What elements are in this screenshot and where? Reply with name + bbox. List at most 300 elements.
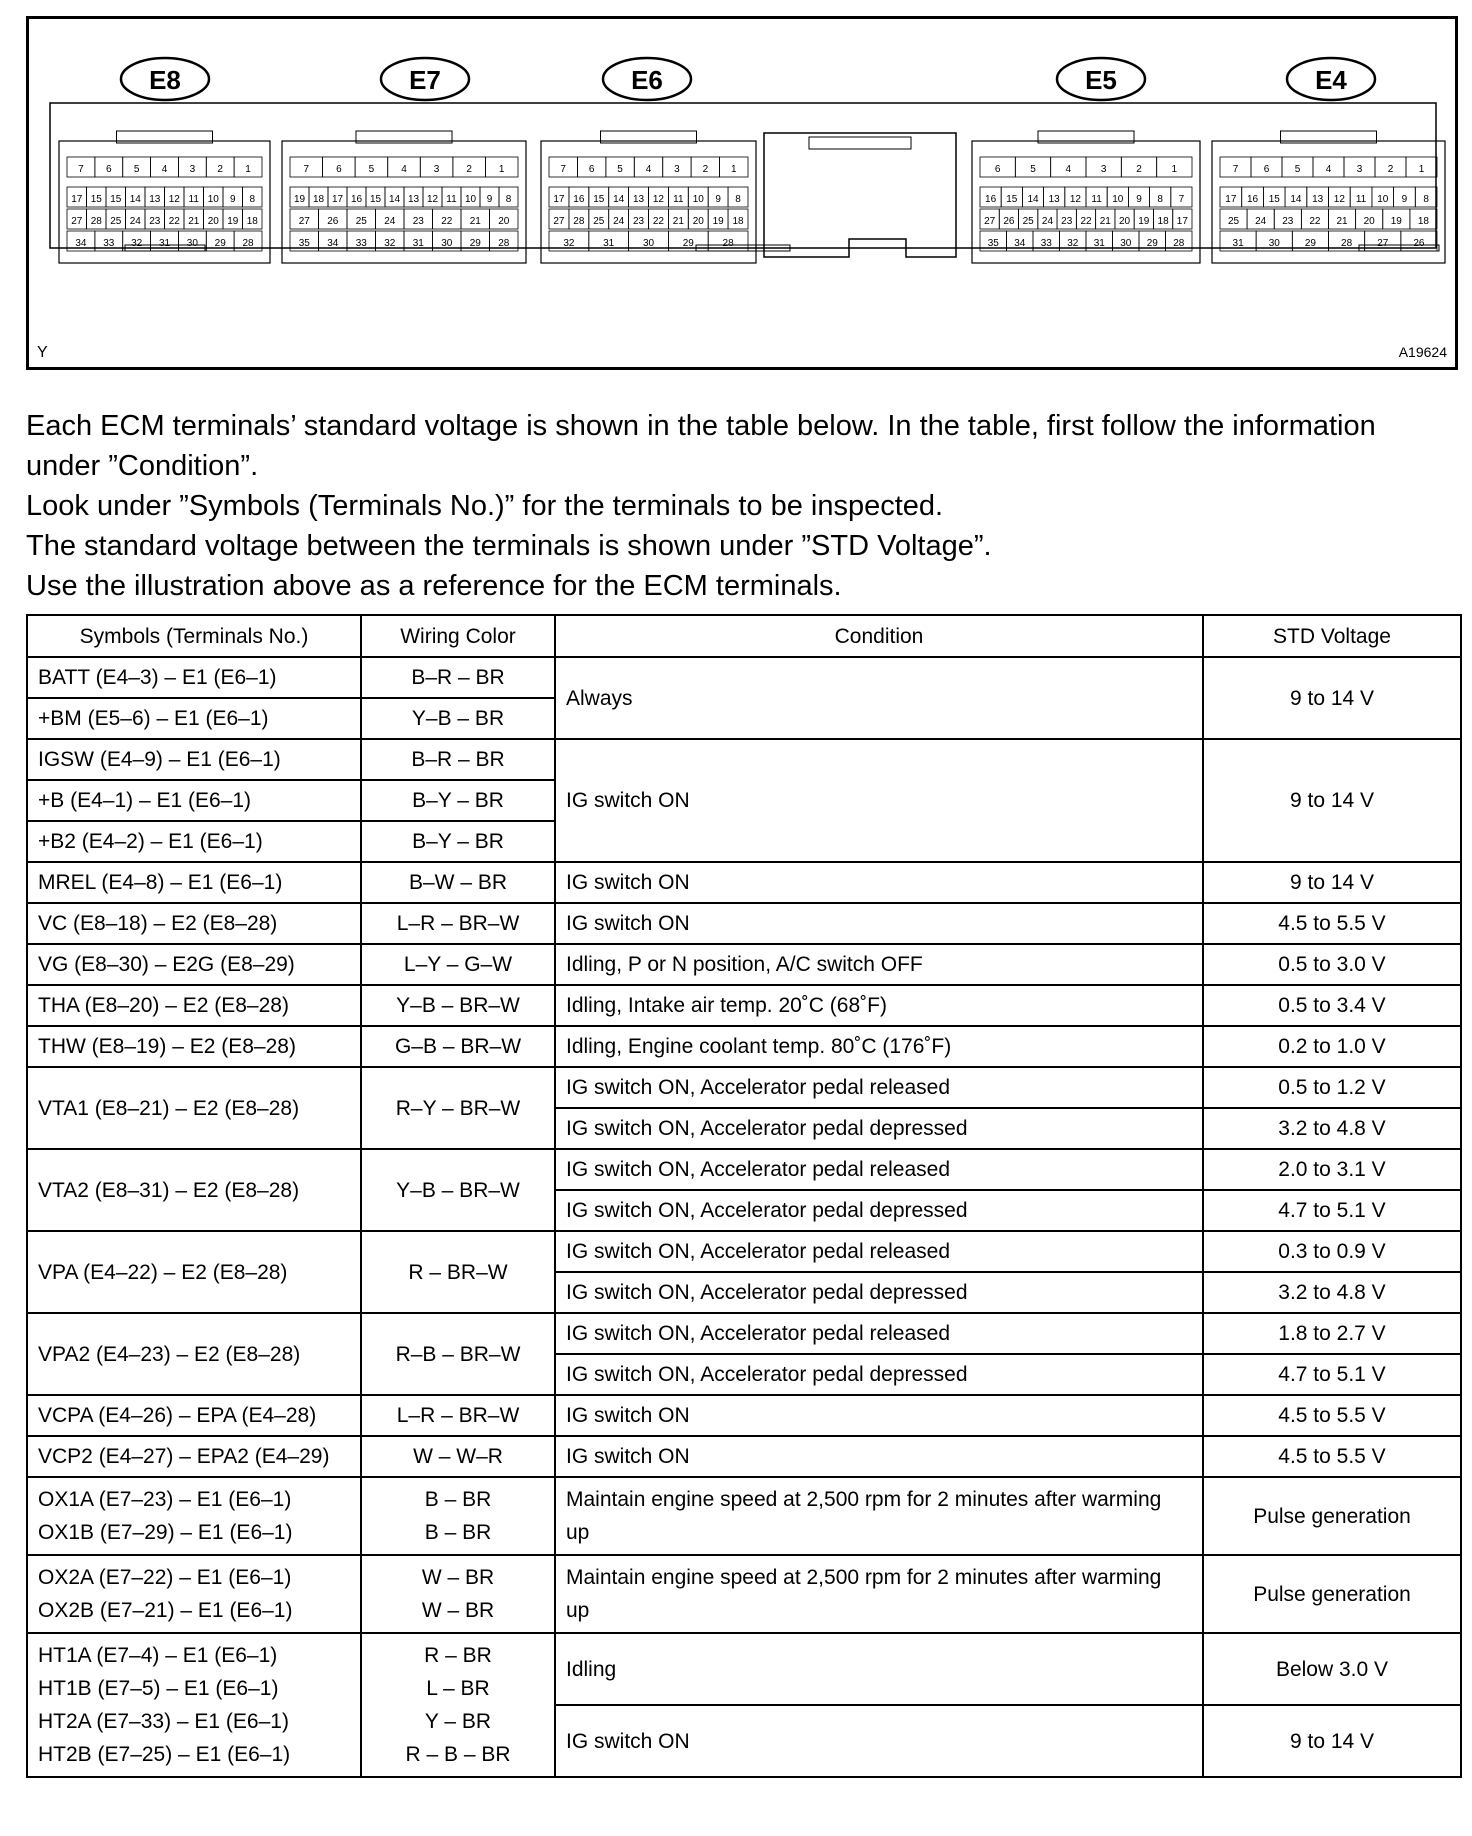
intro-line: Each ECM terminals’ standard voltage is shown in the table below. In the table, first follow the information [26, 410, 1376, 442]
cell-condition: IG switch ON, Accelerator pedal depressed [555, 1108, 1203, 1149]
pin-number: 3 [1100, 164, 1107, 175]
pin-number: 33 [355, 238, 367, 249]
cell-wiring: B–Y – BR [361, 821, 555, 862]
pin-number: 15 [369, 194, 382, 205]
cell-symbol: VPA2 (E4–23) – E2 (E8–28) [27, 1313, 361, 1395]
pin-number: 6 [106, 164, 112, 175]
cell-condition: IG switch ON, Accelerator pedal depressed [555, 1190, 1203, 1231]
pin-number: 35 [298, 238, 310, 249]
cell-condition: IG switch ON [555, 1395, 1203, 1436]
pin-number: 6 [994, 164, 1001, 175]
pin-number: 20 [1363, 216, 1375, 227]
pin-number: 12 [426, 194, 439, 205]
cell-voltage: 0.2 to 1.0 V [1203, 1026, 1461, 1067]
pin-number: 1 [1418, 164, 1425, 175]
table-row [27, 985, 1461, 1026]
pin-number: 16 [573, 194, 585, 205]
pin-number: 30 [186, 238, 198, 249]
table-row [27, 1149, 1461, 1190]
pin-number: 23 [1061, 216, 1073, 227]
pin-number: 8 [505, 194, 512, 205]
cell-voltage: 3.2 to 4.8 V [1203, 1108, 1461, 1149]
cell-wiring: Y–B – BR [361, 698, 555, 739]
pin-number: 14 [388, 194, 401, 205]
pin-number: 27 [71, 216, 83, 227]
cell-condition: IG switch ON [555, 1436, 1203, 1477]
cell-condition: Always [555, 657, 1203, 739]
pin-number: 4 [1325, 164, 1332, 175]
cell-condition: IG switch ON [555, 1705, 1203, 1777]
pin-number: 19 [1390, 216, 1402, 227]
intro-line: Look under ”Symbols (Terminals No.)” for the terminals to be inspected. [26, 490, 944, 522]
pin-number: 12 [1333, 194, 1345, 205]
pin-number: 8 [249, 194, 256, 205]
symbol-line: OX2B (E7–21) – E1 (E6–1) [38, 1599, 293, 1622]
cell-condition [555, 1555, 1203, 1633]
pin-number: 5 [1030, 164, 1036, 175]
cell-wiring [361, 1477, 555, 1555]
wiring-line: B – BR [424, 1488, 492, 1511]
pin-number: 1 [245, 164, 251, 175]
table-header-row [27, 615, 1461, 657]
pin-number: 32 [563, 238, 575, 249]
symbol-line: HT1A (E7–4) – E1 (E6–1) [38, 1644, 278, 1667]
symbol-line: HT2B (E7–25) – E1 (E6–1) [38, 1743, 291, 1766]
condition-line: Maintain engine speed at 2,500 rpm for 2 minutes after warming [566, 1488, 1162, 1511]
connector-label: E8 [149, 65, 181, 95]
cell-symbol: IGSW (E4–9) – E1 (E6–1) [27, 739, 361, 780]
pin-number: 28 [722, 238, 734, 249]
symbol-line: HT2A (E7–33) – E1 (E6–1) [38, 1710, 289, 1733]
pin-number: 5 [617, 164, 623, 175]
connector-label: E4 [1315, 65, 1347, 95]
cell-wiring: W – W–R [361, 1436, 555, 1477]
table-row [27, 1231, 1461, 1272]
pin-number: 22 [1080, 216, 1092, 227]
pin-number: 24 [129, 216, 141, 227]
pin-number: 1 [1171, 164, 1178, 175]
pin-number: 14 [129, 194, 141, 205]
cell-symbol: MREL (E4–8) – E1 (E6–1) [27, 862, 361, 903]
cell-wiring: R–Y – BR–W [361, 1067, 555, 1149]
pin-number: 28 [573, 216, 585, 227]
pin-number: 9 [1136, 194, 1142, 205]
pin-number: 17 [553, 194, 565, 205]
cell-voltage: 9 to 14 V [1203, 739, 1461, 862]
pin-number: 7 [1232, 164, 1239, 175]
pin-number: 13 [632, 194, 645, 205]
wiring-line: R – B – BR [405, 1743, 511, 1766]
table-row [27, 1067, 1461, 1108]
center-socket-latch [809, 137, 911, 149]
cell-wiring: B–Y – BR [361, 780, 555, 821]
pin-number: 15 [1006, 194, 1018, 205]
pin-number: 3 [1356, 164, 1363, 175]
pin-number: 24 [1255, 216, 1267, 227]
table-row [27, 1477, 1461, 1555]
cell-wiring: R – BR–W [361, 1231, 555, 1313]
pin-number: 5 [368, 164, 375, 175]
pin-number: 34 [1014, 238, 1026, 249]
condition-line: up [566, 1599, 590, 1622]
pin-number: 10 [207, 194, 219, 205]
pin-number: 10 [692, 194, 704, 205]
pin-number: 11 [1091, 194, 1102, 205]
pin-number: 31 [158, 238, 171, 249]
cell-wiring: B–R – BR [361, 739, 555, 780]
cell-voltage: Pulse generation [1203, 1477, 1461, 1555]
pin-number: 8 [1157, 194, 1163, 205]
cell-wiring [361, 1633, 555, 1777]
pin-number: 25 [1228, 216, 1240, 227]
intro-text [26, 406, 1466, 606]
pin-number: 35 [987, 238, 999, 249]
cell-wiring: Y–B – BR–W [361, 1149, 555, 1231]
cell-wiring: Y–B – BR–W [361, 985, 555, 1026]
cell-voltage: 0.3 to 0.9 V [1203, 1231, 1461, 1272]
pin-number: 27 [1377, 238, 1389, 249]
pin-number: 9 [1401, 194, 1408, 205]
cell-condition: IG switch ON [555, 739, 1203, 862]
symbol-line: OX1B (E7–29) – E1 (E6–1) [38, 1521, 293, 1544]
pin-number: 31 [1093, 238, 1105, 249]
cell-symbol: VCPA (E4–26) – EPA (E4–28) [27, 1395, 361, 1436]
cell-condition: Idling [555, 1633, 1203, 1705]
pin-number: 26 [1003, 216, 1015, 227]
cell-symbol: +B2 (E4–2) – E1 (E6–1) [27, 821, 361, 862]
cell-symbol: VPA (E4–22) – E2 (E8–28) [27, 1231, 361, 1313]
voltage-spec-table [26, 614, 1462, 1778]
connector-label: E5 [1085, 65, 1117, 95]
header-voltage: STD Voltage [1203, 615, 1461, 657]
cell-voltage: 0.5 to 3.0 V [1203, 944, 1461, 985]
pin-number: 2 [1136, 164, 1142, 175]
cell-condition: IG switch ON, Accelerator pedal depressed [555, 1272, 1203, 1313]
wiring-line: B – BR [424, 1521, 492, 1544]
wiring-line: W – BR [421, 1599, 495, 1622]
cell-wiring: L–Y – G–W [361, 944, 555, 985]
pin-number: 4 [161, 164, 168, 175]
table-row [27, 1436, 1461, 1477]
cell-voltage: Pulse generation [1203, 1555, 1461, 1633]
pin-number: 28 [90, 216, 102, 227]
cell-voltage: 9 to 14 V [1203, 862, 1461, 903]
pin-number: 19 [712, 216, 724, 227]
pin-number: 28 [1173, 238, 1185, 249]
pin-number: 29 [1146, 238, 1158, 249]
pin-number: 27 [984, 216, 996, 227]
pin-number: 2 [466, 164, 472, 175]
pin-number: 29 [682, 238, 694, 249]
pin-number: 33 [1040, 238, 1052, 249]
cell-symbol: VTA2 (E8–31) – E2 (E8–28) [27, 1149, 361, 1231]
pin-number: 34 [327, 238, 339, 249]
pin-number: 21 [469, 216, 481, 227]
pin-number: 5 [1294, 164, 1301, 175]
cell-condition [555, 1477, 1203, 1555]
table-row [27, 944, 1461, 985]
condition-line: Maintain engine speed at 2,500 rpm for 2 minutes after warming [566, 1566, 1162, 1589]
cell-symbol [27, 1477, 361, 1555]
pin-number: 34 [75, 238, 87, 249]
table-row [27, 1555, 1461, 1633]
pin-number: 30 [441, 238, 453, 249]
pin-number: 23 [1282, 216, 1294, 227]
cell-symbol: +BM (E5–6) – E1 (E6–1) [27, 698, 361, 739]
condition-line: up [566, 1521, 590, 1544]
connector-diagram [26, 16, 1458, 370]
pin-number: 24 [1041, 216, 1054, 227]
cell-condition: IG switch ON [555, 903, 1203, 944]
pin-number: 3 [189, 164, 196, 175]
pin-number: 6 [336, 164, 342, 175]
pin-number: 17 [1176, 216, 1188, 227]
cell-voltage: 1.8 to 2.7 V [1203, 1313, 1461, 1354]
pin-number: 22 [1309, 216, 1321, 227]
pin-number: 10 [464, 194, 477, 205]
pin-number: 22 [441, 216, 453, 227]
header-condition: Condition [555, 615, 1203, 657]
pin-number: 9 [229, 194, 236, 205]
pin-number: 17 [71, 194, 83, 205]
pin-number: 21 [672, 216, 684, 227]
pin-number: 25 [593, 216, 605, 227]
pin-number: 24 [613, 216, 625, 227]
cell-wiring [361, 1555, 555, 1633]
cell-voltage: 3.2 to 4.8 V [1203, 1272, 1461, 1313]
cell-symbol: VTA1 (E8–21) – E2 (E8–28) [27, 1067, 361, 1149]
pin-number: 18 [1157, 216, 1169, 227]
cell-symbol [27, 1555, 361, 1633]
pin-number: 14 [1027, 194, 1039, 205]
pin-number: 20 [692, 216, 704, 227]
table-row [27, 1395, 1461, 1436]
cell-symbol: BATT (E4–3) – E1 (E6–1) [27, 657, 361, 698]
pin-number: 15 [1268, 194, 1280, 205]
pin-number: 18 [312, 194, 325, 205]
cell-voltage: 9 to 14 V [1203, 1705, 1461, 1777]
cell-symbol: THW (E8–19) – E2 (E8–28) [27, 1026, 361, 1067]
pin-number: 13 [407, 194, 420, 205]
pin-number: 25 [355, 216, 367, 227]
pin-number: 23 [632, 216, 645, 227]
cell-condition: IG switch ON, Accelerator pedal released [555, 1067, 1203, 1108]
pin-number: 17 [1225, 194, 1237, 205]
pin-number: 21 [1099, 216, 1111, 227]
pin-number: 29 [469, 238, 481, 249]
pin-number: 19 [227, 216, 239, 227]
cell-wiring: L–R – BR–W [361, 1395, 555, 1436]
pin-number: 11 [446, 194, 457, 205]
figure-id: A19624 [1398, 344, 1447, 360]
cell-condition: Idling, Engine coolant temp. 80˚C (176˚F) [555, 1026, 1203, 1067]
pin-number: 13 [1048, 194, 1060, 205]
pin-number: 10 [1112, 194, 1124, 205]
connector-label: E6 [631, 65, 663, 95]
pin-number: 16 [985, 194, 997, 205]
cell-condition: IG switch ON, Accelerator pedal released [555, 1149, 1203, 1190]
pin-number: 29 [214, 238, 226, 249]
pin-number: 31 [1232, 238, 1244, 249]
pin-number: 21 [188, 216, 200, 227]
cell-condition: IG switch ON, Accelerator pedal depressed [555, 1354, 1203, 1395]
pin-number: 12 [1069, 194, 1081, 205]
cell-symbol [27, 1633, 361, 1777]
pin-number: 9 [486, 194, 493, 205]
header-wiring: Wiring Color [361, 615, 555, 657]
pin-number: 7 [560, 164, 566, 175]
pin-number: 4 [645, 164, 652, 175]
pin-number: 23 [412, 216, 424, 227]
cell-voltage: 2.0 to 3.1 V [1203, 1149, 1461, 1190]
table-row [27, 1026, 1461, 1067]
pin-number: 19 [293, 194, 306, 205]
pin-number: 24 [384, 216, 396, 227]
pin-number: 32 [131, 238, 143, 249]
cell-voltage: 4.7 to 5.1 V [1203, 1354, 1461, 1395]
cell-condition: IG switch ON, Accelerator pedal released [555, 1231, 1203, 1272]
pin-number: 7 [78, 164, 84, 175]
pin-number: 21 [1336, 216, 1348, 227]
intro-line: Use the illustration above as a reference for the ECM terminals. [26, 570, 842, 602]
pin-number: 17 [331, 194, 344, 205]
pin-number: 2 [1387, 164, 1394, 175]
pin-number: 29 [1304, 238, 1316, 249]
pin-number: 8 [735, 194, 741, 205]
pin-number: 30 [1268, 238, 1280, 249]
pin-number: 25 [110, 216, 122, 227]
cell-wiring: R–B – BR–W [361, 1313, 555, 1395]
pin-number: 2 [702, 164, 709, 175]
cell-symbol: VCP2 (E4–27) – EPA2 (E4–29) [27, 1436, 361, 1477]
pin-number: 6 [588, 164, 595, 175]
pin-number: 18 [1417, 216, 1429, 227]
cell-voltage: Below 3.0 V [1203, 1633, 1461, 1705]
pin-number: 30 [1120, 238, 1132, 249]
pin-number: 28 [498, 238, 510, 249]
wiring-line: W – BR [421, 1566, 495, 1589]
pin-number: 15 [90, 194, 102, 205]
pin-number: 7 [1178, 194, 1185, 205]
symbol-line: OX1A (E7–23) – E1 (E6–1) [38, 1488, 292, 1511]
cell-symbol: VG (E8–30) – E2G (E8–29) [27, 944, 361, 985]
pin-number: 4 [1065, 164, 1072, 175]
pin-number: 31 [603, 238, 615, 249]
pin-number: 10 [1377, 194, 1389, 205]
cell-voltage: 0.5 to 3.4 V [1203, 985, 1461, 1026]
pin-number: 5 [133, 164, 140, 175]
pin-number: 18 [246, 216, 258, 227]
cell-wiring: L–R – BR–W [361, 903, 555, 944]
pin-number: 26 [327, 216, 339, 227]
pin-number: 23 [149, 216, 161, 227]
pin-number: 26 [1413, 238, 1425, 249]
pin-number: 6 [1263, 164, 1270, 175]
cell-voltage: 4.5 to 5.5 V [1203, 1436, 1461, 1477]
pin-number: 20 [1118, 216, 1131, 227]
pin-number: 22 [168, 216, 180, 227]
cell-voltage: 9 to 14 V [1203, 657, 1461, 739]
pin-number: 12 [168, 194, 180, 205]
pin-number: 16 [350, 194, 363, 205]
cell-condition: Idling, P or N position, A/C switch OFF [555, 944, 1203, 985]
symbol-line: HT1B (E7–5) – E1 (E6–1) [38, 1677, 279, 1700]
pin-number: 33 [103, 238, 115, 249]
pin-number: 3 [674, 164, 680, 175]
table-row [27, 1313, 1461, 1354]
pin-number: 18 [732, 216, 744, 227]
cell-voltage: 4.5 to 5.5 V [1203, 1395, 1461, 1436]
cell-wiring: G–B – BR–W [361, 1026, 555, 1067]
cell-symbol: VC (E8–18) – E2 (E8–28) [27, 903, 361, 944]
connector-label: E7 [409, 65, 441, 95]
pin-number: 13 [149, 194, 161, 205]
pin-number: 28 [242, 238, 254, 249]
pin-number: 19 [1138, 216, 1150, 227]
pin-number: 11 [188, 194, 199, 205]
cell-symbol: +B (E4–1) – E1 (E6–1) [27, 780, 361, 821]
pin-number: 1 [498, 164, 505, 175]
pin-number: 31 [412, 238, 424, 249]
pin-number: 14 [1290, 194, 1302, 205]
cell-wiring: B–W – BR [361, 862, 555, 903]
pin-number: 2 [217, 164, 223, 175]
wiring-line: R – BR [424, 1644, 492, 1667]
table-row [27, 1633, 1461, 1705]
pin-number: 1 [731, 164, 737, 175]
pin-number: 22 [652, 216, 665, 227]
pin-number: 15 [593, 194, 605, 205]
header-symbols: Symbols (Terminals No.) [27, 615, 361, 657]
pin-number: 32 [384, 238, 396, 249]
corner-label-left: Y [37, 344, 48, 361]
cell-condition: IG switch ON [555, 862, 1203, 903]
pin-number: 20 [498, 216, 510, 227]
wiring-line: L – BR [426, 1677, 490, 1700]
pin-number: 12 [652, 194, 665, 205]
pin-number: 25 [1022, 216, 1034, 227]
symbol-line: OX2A (E7–22) – E1 (E6–1) [38, 1566, 292, 1589]
cell-voltage: 4.5 to 5.5 V [1203, 903, 1461, 944]
pin-number: 27 [553, 216, 565, 227]
pin-number: 13 [1312, 194, 1324, 205]
pin-number: 28 [1341, 238, 1353, 249]
cell-wiring: B–R – BR [361, 657, 555, 698]
pin-number: 3 [433, 164, 440, 175]
cell-condition: IG switch ON, Accelerator pedal released [555, 1313, 1203, 1354]
cell-condition: Idling, Intake air temp. 20˚C (68˚F) [555, 985, 1203, 1026]
cell-voltage: 4.7 to 5.1 V [1203, 1190, 1461, 1231]
pin-number: 30 [642, 238, 655, 249]
table-row [27, 862, 1461, 903]
table-row [27, 657, 1461, 698]
cell-voltage: 0.5 to 1.2 V [1203, 1067, 1461, 1108]
pin-number: 27 [298, 216, 310, 227]
table-row [27, 903, 1461, 944]
pin-number: 4 [401, 164, 407, 175]
connector-diagram-svg [29, 19, 1455, 367]
intro-line: The standard voltage between the terminals is shown under ”STD Voltage”. [26, 530, 992, 562]
pin-number: 20 [207, 216, 219, 227]
cell-symbol: THA (E8–20) – E2 (E8–28) [27, 985, 361, 1026]
pin-number: 9 [715, 194, 721, 205]
table-row [27, 739, 1461, 780]
center-socket [764, 133, 956, 257]
pin-number: 16 [1246, 194, 1259, 205]
pin-number: 32 [1067, 238, 1079, 249]
pin-number: 8 [1423, 194, 1429, 205]
pin-number: 15 [110, 194, 122, 205]
